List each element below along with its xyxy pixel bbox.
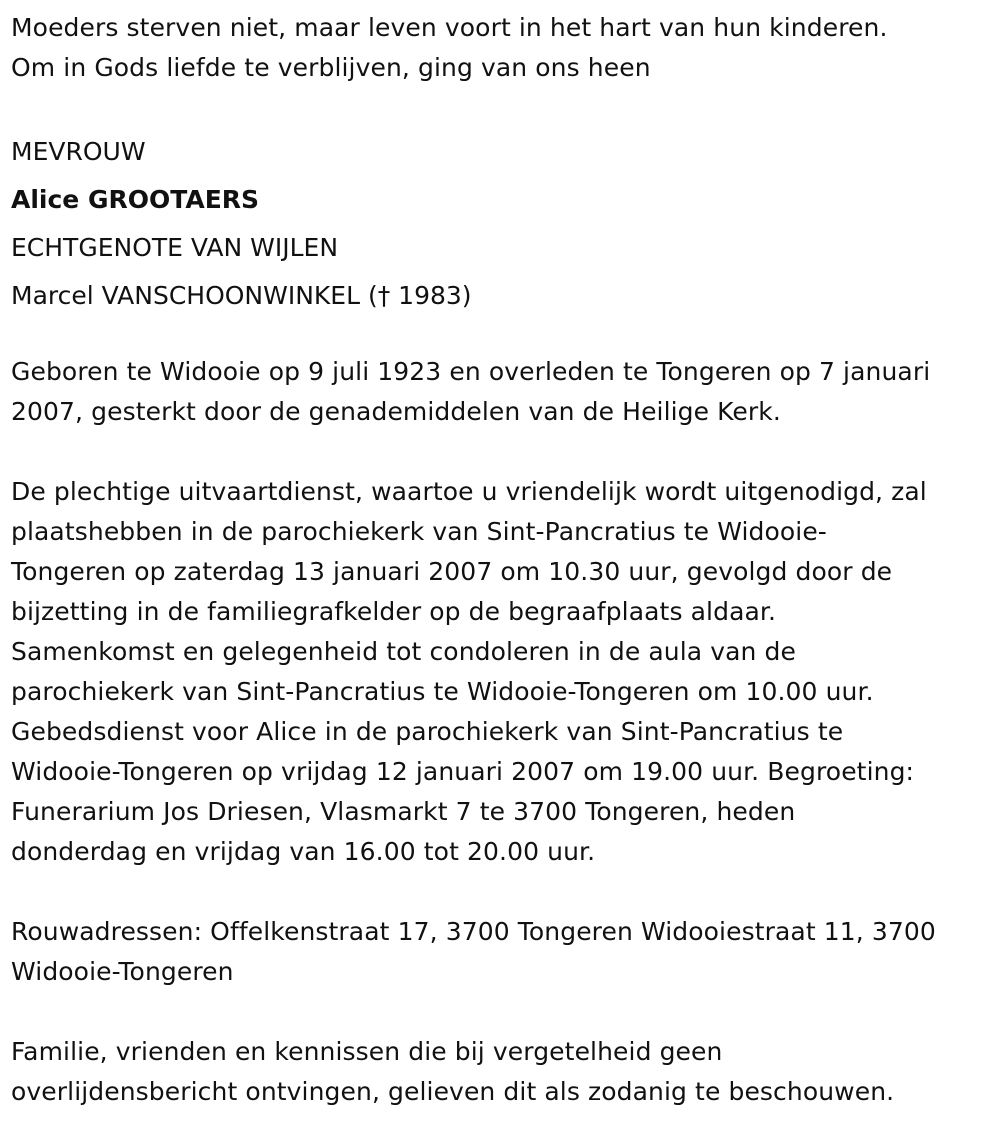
closing-paragraph [11, 1032, 990, 1112]
addresses-paragraph [11, 912, 990, 992]
spacer [11, 88, 990, 128]
birth-death-line-2: 2007, gesterkt door de genademiddelen van de Heilige Kerk. [11, 397, 781, 426]
spacer [11, 872, 990, 912]
service-line: Gebedsdienst voor Alice in de parochiekerk van Sint-Pancratius te [11, 717, 844, 746]
birth-death-line-1: Geboren te Widooie op 9 juli 1923 en overleden te Tongeren op 7 januari [11, 357, 931, 386]
deceased-name: Alice GROOTAERS [11, 185, 260, 214]
service-line: plaatshebben in de parochiekerk van Sint-Pancratius te Widooie- [11, 517, 827, 546]
addresses-line-2: Widooie-Tongeren [11, 957, 234, 986]
closing-line-2: overlijdensbericht ontvingen, gelieven dit als zodanig te beschouwen. [11, 1077, 895, 1106]
service-paragraph [11, 472, 990, 872]
spouse-name: Marcel VANSCHOONWINKEL († 1983) [11, 281, 472, 310]
birth-death-paragraph [11, 352, 990, 432]
service-line: Funerarium Jos Driesen, Vlasmarkt 7 te 3700 Tongeren, heden [11, 797, 796, 826]
addresses-line-1: Rouwadressen: Offelkenstraat 17, 3700 Tongeren Widooiestraat 11, 3700 [11, 917, 936, 946]
motto-line-2: Om in Gods liefde te verblijven, ging van ons heen [11, 53, 651, 82]
service-line: Samenkomst en gelegenheid tot condoleren in de aula van de [11, 637, 796, 666]
service-line: De plechtige uitvaartdienst, waartoe u vriendelijk wordt uitgenodigd, zal [11, 477, 927, 506]
service-line: Tongeren op zaterdag 13 januari 2007 om 10.30 uur, gevolgd door de [11, 557, 893, 586]
spacer [11, 992, 990, 1032]
relation-label: ECHTGENOTE VAN WIJLEN [11, 233, 339, 262]
spacer [11, 320, 990, 352]
service-line: Widooie-Tongeren op vrijdag 12 januari 2007 om 19.00 uur. Begroeting: [11, 757, 915, 786]
service-line: bijzetting in de familiegrafkelder op de begraafplaats aldaar. [11, 597, 777, 626]
deceased-header [11, 128, 990, 320]
service-line: donderdag en vrijdag van 16.00 tot 20.00 uur. [11, 837, 596, 866]
service-line: parochiekerk van Sint-Pancratius te Widooie-Tongeren om 10.00 uur. [11, 677, 874, 706]
motto-line-1: Moeders sterven niet, maar leven voort in het hart van hun kinderen. [11, 13, 888, 42]
spacer [11, 432, 990, 472]
motto-paragraph [11, 8, 990, 88]
honorific: MEVROUW [11, 137, 146, 166]
closing-line-1: Familie, vrienden en kennissen die bij vergetelheid geen [11, 1037, 723, 1066]
